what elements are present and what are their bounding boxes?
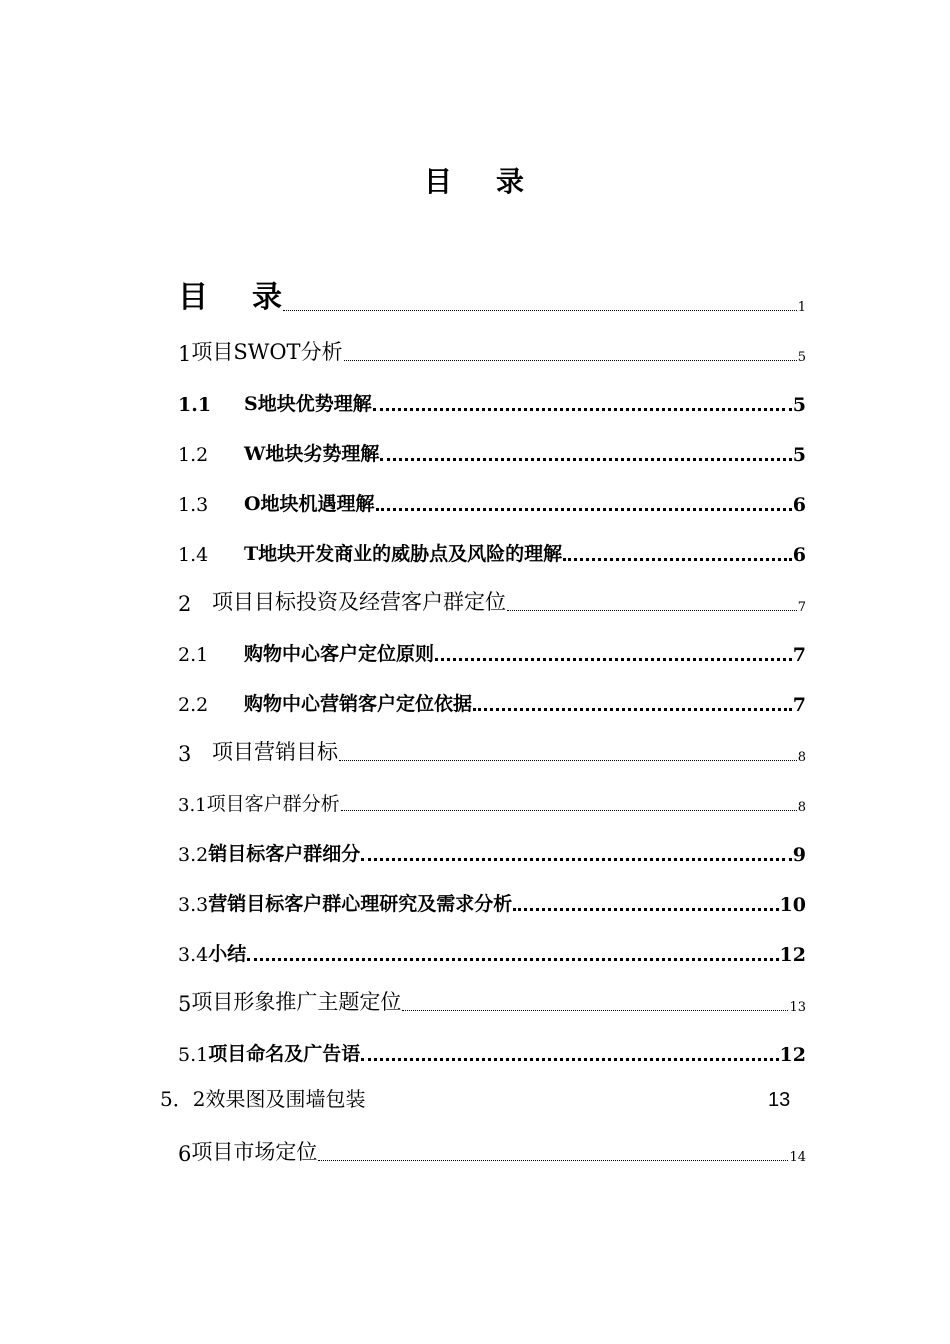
toc-page-number: 7	[797, 600, 806, 615]
toc-number: 1	[178, 342, 192, 366]
toc-number: 2.1	[178, 644, 209, 666]
toc-entry[interactable]	[178, 1036, 806, 1066]
toc-title: 项目市场定位	[191, 1140, 318, 1164]
toc-page-number: 1	[797, 300, 806, 315]
toc-entry[interactable]	[178, 836, 806, 866]
toc-page-number: 12	[779, 944, 806, 966]
toc-page-number: 5	[792, 394, 806, 416]
toc-number: 1.2	[178, 444, 209, 466]
dot-leader	[247, 957, 778, 961]
toc-title: 项目形象推广主题定位	[191, 990, 402, 1014]
toc-number: 3.3	[178, 894, 209, 916]
toc-page-number: 8	[797, 750, 806, 765]
toc-entry[interactable]	[178, 1136, 806, 1166]
toc-entry-unformatted[interactable]	[160, 1082, 800, 1112]
toc-page-number: 9	[792, 844, 806, 866]
heading-char-2: 录	[496, 165, 527, 198]
toc-page-number: 6	[792, 494, 806, 516]
dot-leader	[344, 358, 797, 361]
dot-leader	[318, 1158, 788, 1161]
toc-title: 项目SWOT分析	[191, 340, 343, 364]
heading-char-1: 目	[423, 165, 454, 198]
toc-entry[interactable]	[178, 886, 806, 916]
toc-entry[interactable]	[178, 786, 806, 816]
toc-entry[interactable]	[178, 280, 806, 316]
toc-number: 1.3	[178, 494, 209, 516]
toc-title: 项目目标投资及经营客户群定位	[212, 590, 506, 614]
toc-title: W地块劣势理解	[244, 443, 380, 465]
toc-entry[interactable]	[178, 586, 806, 616]
toc-page-number: 5	[792, 444, 806, 466]
toc-title-char-1: 目	[178, 280, 208, 315]
toc-page-number: 7	[792, 694, 806, 716]
toc-number: 3	[178, 742, 192, 766]
toc-page-number: 5	[797, 350, 806, 365]
toc-entry[interactable]	[178, 986, 806, 1016]
toc-title: 效果图及围墙包装	[205, 1087, 366, 1111]
dot-leader	[283, 308, 797, 311]
toc-number: 2	[178, 592, 192, 616]
toc-entry[interactable]	[178, 936, 806, 966]
dot-leader	[373, 407, 792, 411]
dot-leader	[361, 857, 792, 861]
toc-title: 购物中心客户定位原则	[244, 643, 435, 665]
dot-leader	[341, 808, 797, 811]
toc-title: 项目客户群分析	[206, 793, 340, 815]
toc-entry[interactable]	[178, 436, 806, 466]
dot-leader	[361, 1057, 778, 1061]
toc-entry[interactable]	[178, 636, 806, 666]
toc-title: 营销目标客户群心理研究及需求分析	[208, 893, 513, 915]
toc-page-number: 10	[779, 894, 806, 916]
toc-page-number: 12	[779, 1044, 806, 1066]
toc-title: 购物中心营销客户定位依据	[244, 693, 473, 715]
dot-leader	[563, 557, 792, 561]
toc-page-number: 13	[768, 1089, 791, 1111]
toc-number: 3.4	[178, 944, 209, 966]
dot-leader	[380, 457, 791, 461]
toc-entry[interactable]	[178, 736, 806, 766]
toc-page-number: 8	[797, 800, 806, 815]
toc-entry[interactable]	[178, 336, 806, 366]
dot-leader	[513, 907, 778, 911]
toc-number: 1.4	[178, 544, 209, 566]
toc-entry[interactable]	[178, 536, 806, 566]
toc-number: 5．2	[160, 1087, 206, 1111]
toc-number: 2.2	[178, 694, 209, 716]
toc-title: O地块机遇理解	[244, 493, 375, 515]
toc-title: 销目标客户群细分	[208, 843, 361, 865]
toc-title: T地块开发商业的威胁点及风险的理解	[244, 543, 563, 565]
toc-title: S地块优势理解	[244, 393, 372, 415]
toc-number: 1.1	[178, 394, 212, 416]
toc-entry[interactable]	[178, 386, 806, 416]
toc-number: 6	[178, 1142, 192, 1166]
dot-leader	[507, 608, 797, 611]
page-heading	[0, 160, 950, 200]
dot-leader	[339, 758, 797, 761]
toc-entry[interactable]	[178, 686, 806, 716]
toc-number: 3.2	[178, 844, 209, 866]
toc-entry[interactable]	[178, 486, 806, 516]
toc-page-number: 13	[789, 1000, 806, 1015]
dot-leader	[402, 1008, 788, 1011]
dot-leader	[435, 657, 792, 661]
toc-number: 5	[178, 992, 192, 1016]
toc-number: 3.1	[178, 795, 207, 816]
dot-leader	[473, 707, 792, 711]
toc-title: 项目命名及广告语	[208, 1043, 361, 1065]
toc-number: 5.1	[178, 1044, 209, 1066]
toc-page-number: 7	[792, 644, 806, 666]
toc-page-number: 14	[789, 1150, 806, 1165]
toc-page-number: 6	[792, 544, 806, 566]
dot-leader	[376, 507, 792, 511]
toc-title: 小结	[208, 943, 247, 965]
toc-title: 项目营销目标	[212, 740, 338, 764]
toc-title-char-2: 录	[252, 280, 282, 315]
